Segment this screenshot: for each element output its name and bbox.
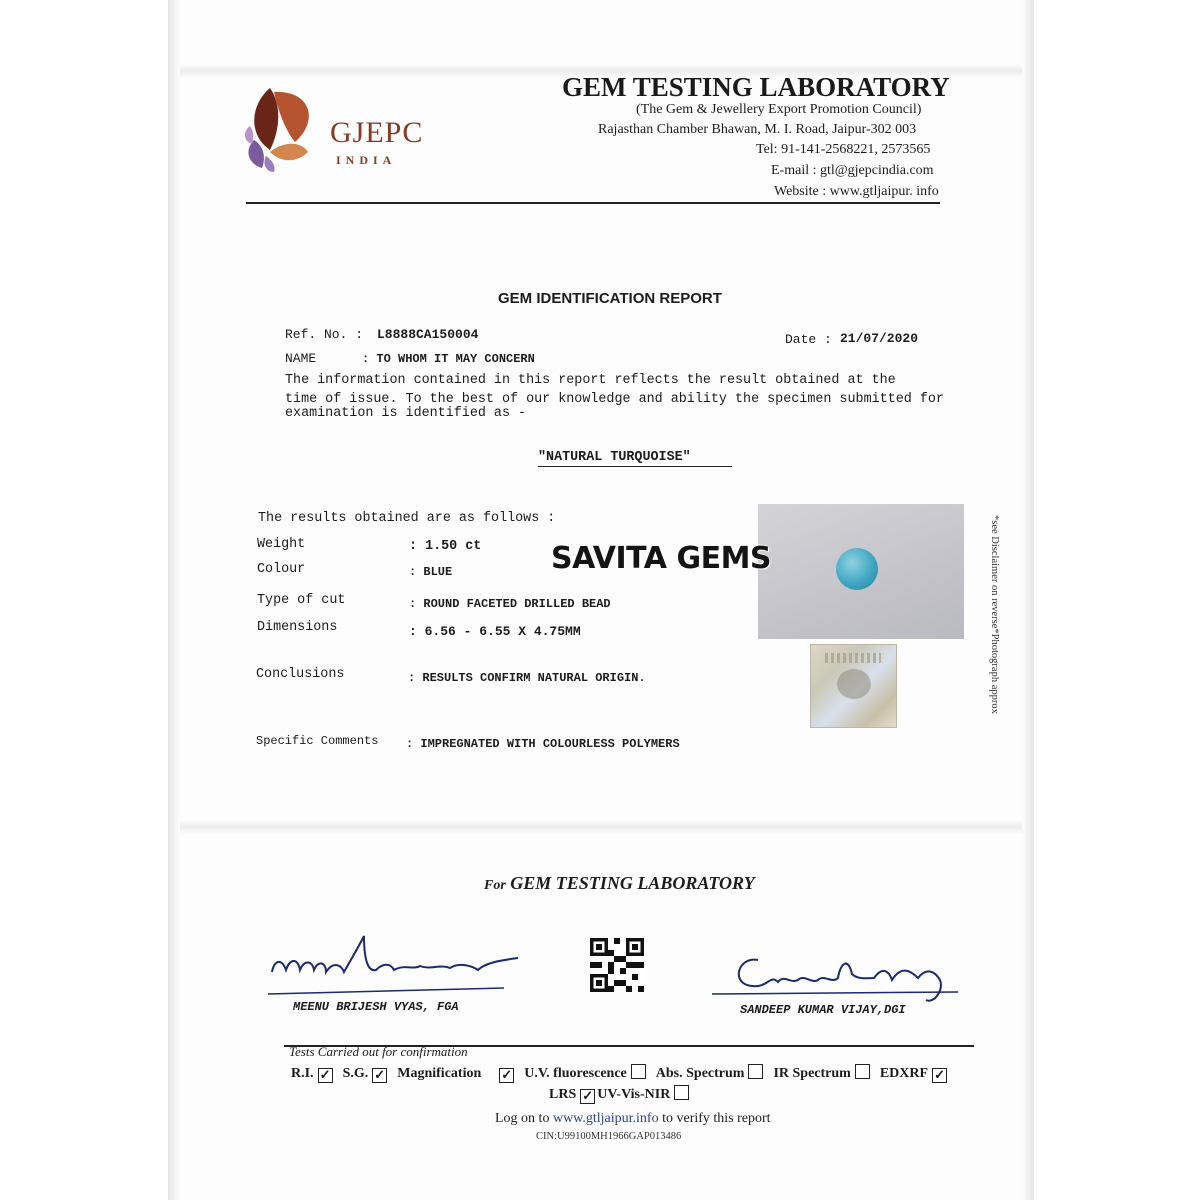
for-lab-name: GEM TESTING LABORATORY <box>510 873 755 893</box>
signer-2-name: SANDEEP KUMAR VIJAY,DGI <box>740 1003 906 1017</box>
identification-result: "NATURAL TURQUOISE" <box>538 450 691 465</box>
verify-suffix: to verify this report <box>662 1111 771 1126</box>
weight-label: Weight <box>257 537 306 552</box>
test-uv-checkbox[interactable] <box>631 1064 646 1079</box>
test-ri-label: R.I. <box>291 1066 314 1081</box>
signature-2-icon <box>708 944 964 1008</box>
signer-1-name: MEENU BRIJESH VYAS, FGA <box>293 1000 459 1014</box>
test-edxrf-checkbox[interactable]: ✓ <box>932 1068 947 1083</box>
test-lrs-label: LRS <box>549 1087 577 1102</box>
ref-label: Ref. No. : <box>285 327 364 342</box>
tests-row-2 <box>549 1085 699 1104</box>
signature-1-icon <box>264 930 526 1000</box>
ref-number: L8888CA150004 <box>377 327 479 342</box>
name-label: NAME <box>285 351 317 366</box>
security-hologram <box>810 644 897 728</box>
test-uvvisnir-label: UV-Vis-NIR <box>597 1087 671 1102</box>
paper-edge-left <box>168 0 180 1200</box>
test-lrs-checkbox[interactable]: ✓ <box>580 1089 595 1104</box>
verify-line <box>495 1111 771 1127</box>
specimen-photo <box>758 504 964 639</box>
for-label: For <box>484 878 506 893</box>
test-ir-checkbox[interactable] <box>855 1064 870 1079</box>
comments-value: : IMPREGNATED WITH COLOURLESS POLYMERS <box>406 737 680 751</box>
lab-email: E-mail : gtl@gjepcindia.com <box>771 163 934 178</box>
verify-prefix: Log on to <box>495 1111 550 1126</box>
cut-label: Type of cut <box>257 593 346 608</box>
header-divider <box>246 202 940 204</box>
comments-label: Specific Comments <box>256 734 379 748</box>
results-heading: The results obtained are as follows : <box>258 511 556 526</box>
tests-row-1 <box>291 1064 957 1083</box>
date-label: Date : <box>785 332 832 347</box>
intro-line-3: examination is identified as - <box>285 406 527 421</box>
dimensions-label: Dimensions <box>257 620 338 635</box>
test-ir-label: IR Spectrum <box>773 1066 851 1081</box>
paper-fold-middle <box>180 820 1022 834</box>
date-value: 21/07/2020 <box>840 331 919 346</box>
qr-code-icon <box>590 938 644 992</box>
test-sg-label: S.G. <box>342 1066 369 1081</box>
verify-link[interactable]: www.gtljaipur.info <box>552 1111 659 1126</box>
gjepc-logo-icon <box>240 80 330 175</box>
test-abs-checkbox[interactable] <box>748 1064 763 1079</box>
intro-line-1: The information contained in this report reflects the result obtained at the <box>285 373 896 388</box>
intro-line-2: time of issue. To the best of our knowledge and ability the specimen submitted for <box>285 392 944 407</box>
hologram-seal-icon <box>837 669 871 699</box>
lab-website: Website : www.gtljaipur. info <box>774 184 939 199</box>
tests-heading: Tests Carried out for confirmation <box>289 1044 468 1059</box>
dimensions-value: : 6.56 - 6.55 X 4.75MM <box>409 624 581 639</box>
cin-number: CIN:U99100MH1966GAP013486 <box>536 1131 682 1142</box>
test-sg-checkbox[interactable]: ✓ <box>372 1068 387 1083</box>
test-ri-checkbox[interactable]: ✓ <box>318 1068 333 1083</box>
lab-name: GEM TESTING LABORATORY <box>562 72 950 102</box>
name-value: : TO WHOM IT MAY CONCERN <box>362 352 535 366</box>
paper-edge-right <box>1022 0 1034 1200</box>
side-disclaimer: *see Disclaimer on reverse*Photograph approx <box>989 515 1000 714</box>
test-magnification-checkbox[interactable]: ✓ <box>499 1068 514 1083</box>
for-lab-signature-line <box>484 873 755 894</box>
report-title: GEM IDENTIFICATION REPORT <box>498 290 722 307</box>
conclusions-label: Conclusions <box>256 667 345 682</box>
test-uvvisnir-checkbox[interactable] <box>674 1085 689 1100</box>
watermark-text: SAVITA GEMS <box>551 541 772 576</box>
test-uv-label: U.V. fluorescence <box>524 1066 627 1081</box>
logo-text: GJEPC <box>330 116 424 149</box>
cut-value: : ROUND FACETED DRILLED BEAD <box>409 597 611 611</box>
turquoise-bead <box>836 548 878 590</box>
colour-label: Colour <box>257 562 306 577</box>
test-edxrf-label: EDXRF <box>879 1066 929 1081</box>
colour-value: : BLUE <box>409 565 453 579</box>
test-magnification-label: Magnification <box>397 1066 482 1081</box>
weight-value: : 1.50 ct <box>409 539 482 554</box>
logo-subtext: INDIA <box>336 153 397 167</box>
lab-address: Rajasthan Chamber Bhawan, M. I. Road, Jaipur-302 003 <box>598 122 917 137</box>
identification-underline <box>538 466 732 467</box>
test-abs-label: Abs. Spectrum <box>655 1066 745 1081</box>
lab-telephone: Tel: 91-141-2568221, 2573565 <box>756 142 931 157</box>
hologram-pattern-icon <box>825 653 881 663</box>
council-name: (The Gem & Jewellery Export Promotion Council) <box>636 102 922 117</box>
conclusions-value: : RESULTS CONFIRM NATURAL ORIGIN. <box>408 671 646 685</box>
